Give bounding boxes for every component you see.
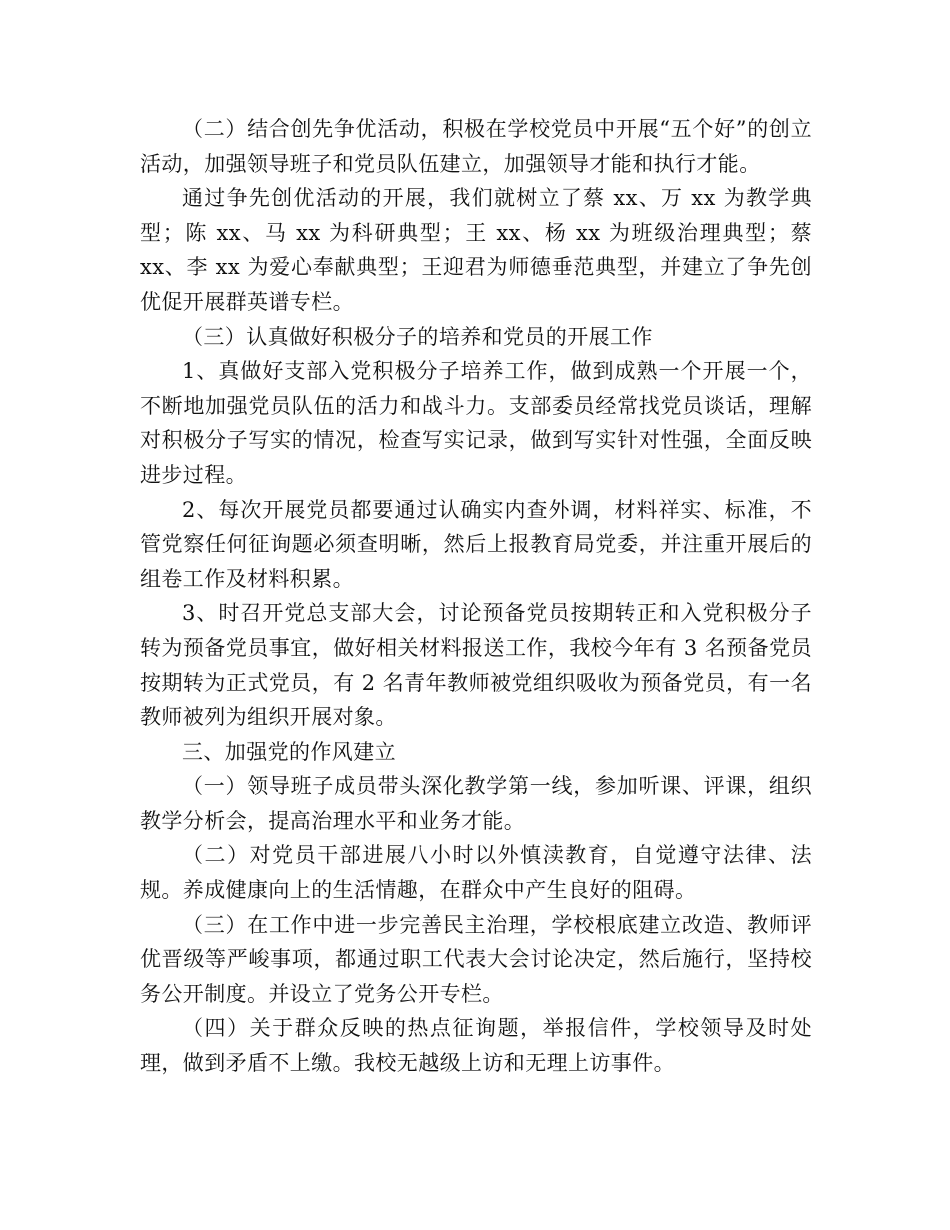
paragraph-11: （四）关于群众反映的热点征询题，举报信件，学校领导及时处理，做到矛盾不上缴。我校无越级上访和无理上访事件。: [140, 1016, 812, 1076]
paragraph-8: （一）领导班子成员带头深化教学第一线，参加听课、评课，组织教学分析会，提高治理水平和业务才能。: [140, 774, 812, 833]
paragraph-1: （二）结合创先争优活动，积极在学校党员中开展“五个好”的创立活动，加强领导班子和党员队伍建立，加强领导才能和执行才能。: [140, 117, 812, 176]
paragraph-4: 1、真做好支部入党积极分子培养工作，做到成熟一个开展一个，不断地加强党员队伍的活力和战斗力。支部委员经常找党员谈话，理解对积极分子写实的情况，检查写实记录，做到写实针对性强，全面反映进步过程。: [140, 359, 812, 487]
paragraph-10: （三）在工作中进一步完善民主治理，学校根底建立改造、教师评优晋级等严峻事项，都通过职工代表大会讨论决定，然后施行，坚持校务公开制度。并设立了党务公开专栏。: [140, 912, 812, 1006]
paragraph-6: 3、时召开党总支部大会，讨论预备党员按期转正和入党积极分子转为预备党员事宜，做好相关材料报送工作，我校今年有 3 名预备党员按期转为正式党员，有 2 名青年教师被党组织吸收为预备党员，有一名教师被列为组织开展对象。: [140, 601, 812, 730]
section-heading-3: （三）认真做好积极分子的培养和党员的开展工作: [182, 324, 653, 349]
paragraph-2: 通过争先创优活动的开展，我们就树立了蔡 xx、万 xx 为教学典型；陈 xx、马 xx 为科研典型；王 xx、杨 xx 为班级治理典型；蔡 xx、李 xx 为爱心奉献典型；王迎君为师德垂范典型，并建立了争先创优促开展群英谱专栏。: [140, 186, 812, 314]
paragraph-9: （二）对党员干部进展八小时以外慎渎教育，自觉遵守法律、法规。养成健康向上的生活情趣，在群众中产生良好的阻碍。: [140, 843, 812, 903]
section-heading-7: 三、加强党的作风建立: [182, 739, 396, 764]
paragraph-5: 2、每次开展党员都要通过认确实内查外调，材料祥实、标准，不管党察任何征询题必须查明晰，然后上报教育局党委，并注重开展后的组卷工作及材料积累。: [140, 497, 812, 591]
document-page: [140, 112, 812, 1081]
